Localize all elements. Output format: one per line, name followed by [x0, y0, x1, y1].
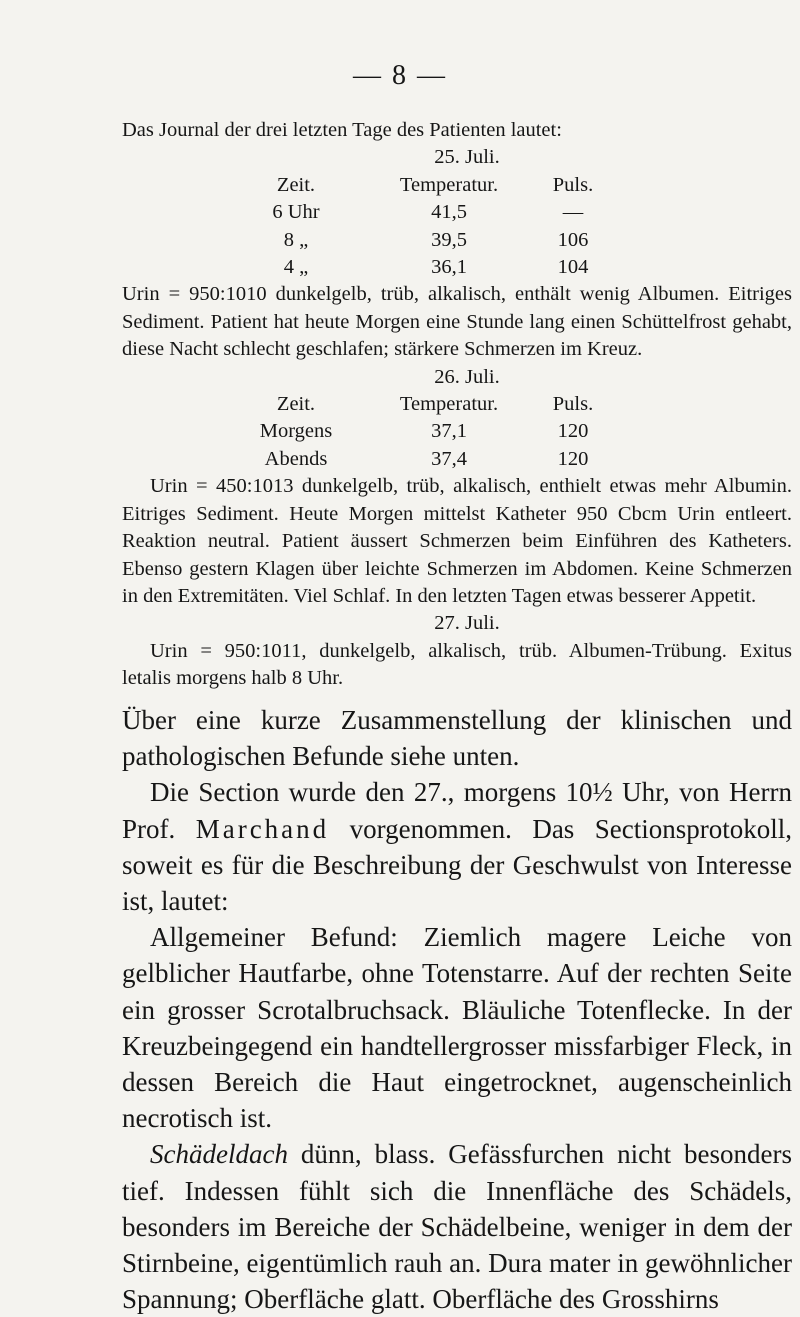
cell-zeit: Morgens [259, 420, 333, 443]
paragraph-skull [122, 1136, 792, 1317]
journal-section [122, 117, 792, 693]
page-number: — 8 — [353, 60, 447, 91]
table-row [232, 446, 608, 473]
cell-puls: 120 [557, 420, 589, 443]
cell-temperatur: 36,1 [431, 256, 467, 279]
table-header-row [232, 391, 608, 418]
journal-table-day2 [232, 391, 608, 473]
date-day2: 26. Juli. [434, 365, 500, 388]
journal-table-day1 [232, 172, 608, 282]
header-puls: Puls. [552, 393, 594, 416]
section-text-b: vorgenommen. Das Sectionsprotokoll, soweit es für die Beschreibung der Geschwulst von Interesse ist, lautet: [122, 813, 793, 917]
header-puls: Puls. [552, 173, 594, 196]
skull-text: dünn, blass. Gefässfurchen nicht besonders tief. Indessen fühlt sich die Innenfläche des Schädels, besonders im Bereiche der Schädelbeine, weniger in dem der Stirnbeine, eigentümlich rauh an. Dura mater in gewöhnlicher Spannung; Oberfläche glatt. Oberfläche des Grosshirns [122, 1139, 792, 1315]
table-row [232, 418, 608, 445]
header-zeit: Zeit. [276, 173, 316, 196]
intro-line: Das Journal der drei letzten Tage des Patienten lautet: [122, 119, 562, 141]
cell-zeit: Abends [264, 447, 328, 470]
date-day1: 25. Juli. [434, 146, 500, 169]
cell-zeit: 8 „ [283, 228, 309, 251]
cell-zeit: 6 Uhr [272, 201, 320, 224]
section-text-a: Die Section wurde den 27., morgens 10½ Uhr, von Herrn Prof. [122, 777, 792, 844]
cell-temperatur: 39,5 [431, 228, 467, 251]
header-zeit: Zeit. [276, 393, 316, 416]
cell-puls: 120 [557, 447, 589, 470]
cell-puls: — [562, 201, 584, 224]
note-day3: Urin = 950:1011, dunkelgelb, alkalisch, trüb. Albumen-Trübung. Exitus letalis morgens halb 8 Uhr. [122, 639, 792, 690]
header-temperatur: Temperatur. [399, 393, 499, 416]
table-row [232, 254, 608, 281]
date-day3: 27. Juli. [434, 612, 500, 635]
skull-label: Schädeldach [150, 1139, 288, 1170]
professor-name: Marchand [195, 813, 330, 844]
paragraph-summary: Über eine kurze Zusammenstellung der klinischen und pathologischen Befunde siehe unten. [122, 705, 792, 772]
cell-zeit: 4 „ [283, 256, 309, 279]
table-row [232, 227, 608, 254]
cell-puls: 104 [557, 256, 589, 279]
cell-puls: 106 [557, 228, 589, 251]
paragraph-general-findings: Allgemeiner Befund: Ziemlich magere Leiche von gelblicher Hautfarbe, ohne Totenstarre. Auf der rechten Seite ein grosser Scrotalbruchsack. Bläuliche Totenflecke. In der Kreuzbeingegend ein handtellergrosser missfarbiger Fleck, in dessen Bereich die Haut eingetrocknet, augenscheinlich necrotisch ist. [122, 922, 792, 1134]
main-text [122, 702, 792, 1317]
table-row [232, 199, 608, 226]
cell-temperatur: 37,4 [431, 447, 467, 470]
header-temperatur: Temperatur. [399, 173, 499, 196]
cell-temperatur: 41,5 [431, 201, 467, 224]
cell-temperatur: 37,1 [431, 420, 467, 443]
note-day2: Urin = 450:1013 dunkelgelb, trüb, alkalisch, enthielt etwas mehr Albumin. Eitriges Sediment. Heute Morgen mittelst Katheter 950 Cbcm Urin entleert. Reaktion neutral. Patient äussert Schmerzen beim Einführen des Katheters. Ebenso gestern Klagen über leichte Schmerzen im Abdomen. Keine Schmerzen in den Extremitäten. Viel Schlaf. In den letzten Tagen etwas besserer Appetit. [122, 475, 792, 607]
table-header-row [232, 172, 608, 199]
paragraph-section [122, 774, 792, 919]
note-day1: Urin = 950:1010 dunkelgelb, trüb, alkalisch, enthält wenig Albumen. Eitriges Sediment. Patient hat heute Morgen eine Stunde lang einen Schüttelfrost gehabt, diese Nacht schlecht geschlafen; stärkere Schmerzen im Kreuz. [122, 283, 792, 361]
